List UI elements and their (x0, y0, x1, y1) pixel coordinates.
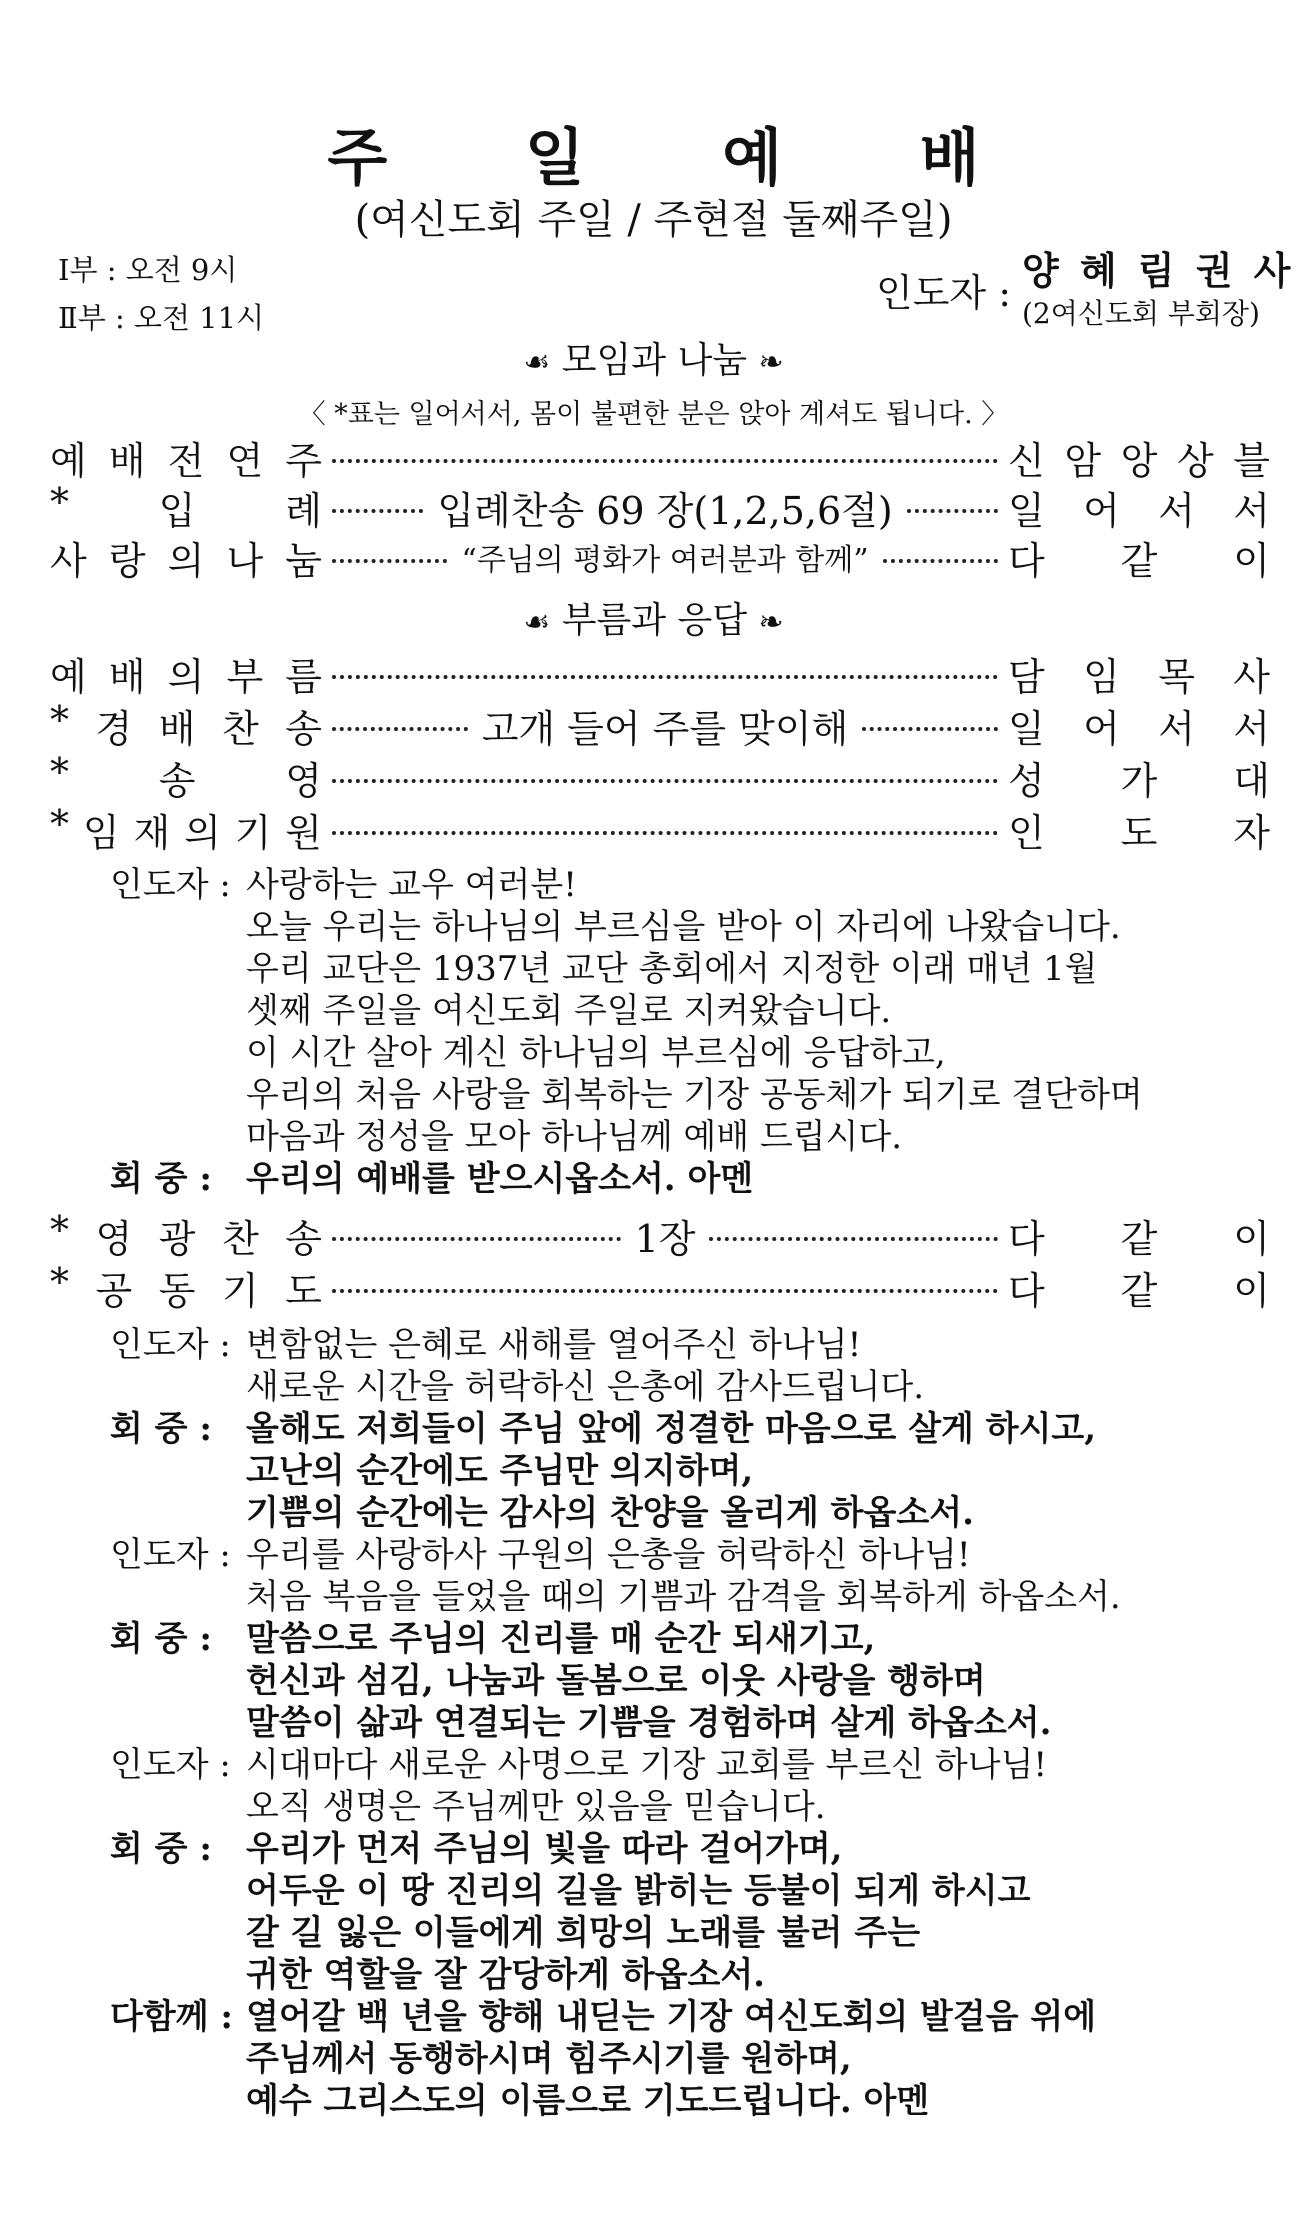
common-prayer-block (110, 1324, 1280, 2122)
row-responsible: 다 같 이 (1008, 538, 1270, 583)
ornament-right-icon: ❧ (758, 345, 784, 380)
text-line: 우리의 처음 사랑을 회복하는 기장 공동체가 되기로 결단하며 (246, 1075, 1143, 1115)
text-line: 변함없는 은혜로 새해를 열어주신 하나님! (246, 1325, 862, 1365)
row-leader-dots (332, 451, 998, 463)
prayer-text (246, 1324, 924, 1408)
row-leader-dots (332, 480, 998, 535)
row-responsible: 다 같 이 (1008, 1268, 1270, 1313)
text-line: 헌신과 섬김, 나눔과 돌봄으로 이웃 사랑을 행하며 (246, 1661, 986, 1701)
standing-notice: 〈 *표는 일어서서, 몸이 불편한 분은 앉아 계셔도 됩니다. 〉 (298, 399, 1009, 430)
section-calling (0, 592, 1307, 643)
speaker-label: 인도자 : (110, 1535, 231, 1575)
text-line: 사랑하는 교우 여러분! (246, 865, 577, 905)
row-responsible: 담 임 목 사 (1008, 654, 1270, 699)
text-line: 오늘 우리는 하나님의 부르심을 받아 이 자리에 나왔습니다. (246, 907, 1121, 947)
row-leader-dots (332, 823, 998, 835)
row-responsible: 성 가 대 (1008, 758, 1270, 803)
row-leader-dots (332, 771, 998, 783)
speaker-label: 인도자 : (110, 1325, 231, 1365)
row-responsible: 신 암 앙 상 블 (1008, 438, 1270, 483)
service-time-1: Ⅰ부 : 오전 9시 (58, 253, 238, 287)
prayer-part (110, 1534, 1280, 1618)
order-row (50, 479, 1270, 533)
order-row (50, 801, 1270, 855)
prayer-part (110, 1744, 1280, 1828)
text-line: 말씀으로 주님의 진리를 매 순간 되새기고, (246, 1619, 876, 1659)
section-title: 부름과 응답 (561, 600, 748, 641)
order-row (50, 648, 1270, 698)
prayer-text (246, 1534, 1121, 1618)
congregation-text: 우리의 예배를 받으시옵소서. 아멘 (246, 1159, 754, 1199)
order-row (50, 1259, 1270, 1313)
prayer-text (246, 1996, 1096, 2122)
text-line: 말씀이 삶과 연결되는 기쁨을 경험하며 살게 하옵소서. (246, 1703, 1052, 1743)
text-line: 어두운 이 땅 진리의 길을 밝히는 등불이 되게 하시고 (246, 1871, 1031, 1911)
text-line: 올해도 저희들이 주님 앞에 정결한 마음으로 살게 하시고, (246, 1409, 1097, 1449)
leader-name: 양 혜 림 권 사 (1022, 248, 1295, 293)
speaker-label: 회 중 : (110, 1829, 212, 1869)
row-responsible: 일 어 서 서 (1008, 706, 1270, 751)
ornament-left-icon: ☙ (523, 605, 551, 640)
prayer-part (110, 1828, 1280, 1996)
leader-role: (2여신도회 부회장) (1022, 297, 1260, 330)
row-leader-dots (332, 1281, 998, 1293)
text-line: 우리를 사랑하사 구원의 은총을 허락하신 하나님! (246, 1535, 971, 1575)
text-line: 처음 복음을 들었을 때의 기쁨과 감격을 회복하게 하옵소서. (246, 1577, 1121, 1617)
prayer-text (246, 1744, 1047, 1828)
text-line: 우리 교단은 1937년 교단 총회에서 지정한 이래 매년 1월 (246, 949, 1098, 989)
row-detail: 1장 (634, 1216, 696, 1261)
page-title: 주 일 예 배 (327, 121, 1038, 194)
text-line: 기쁨의 순간에는 감사의 찬양을 올리게 하옵소서. (246, 1493, 974, 1533)
text-line: 열어갈 백 년을 향해 내딛는 기장 여신도회의 발걸음 위에 (246, 1997, 1097, 2037)
text-line: 셋째 주일을 여신도회 주일로 지켜왔습니다. (246, 991, 892, 1031)
ornament-left-icon: ☙ (523, 345, 551, 380)
prayer-part (110, 1996, 1280, 2122)
row-label: 사 랑 의 나 눔 (50, 538, 322, 583)
speaker-label: 인도자 : (110, 865, 231, 905)
row-label: * 송 영 (50, 749, 322, 803)
order-row (50, 749, 1270, 803)
prayer-part (110, 1408, 1280, 1534)
row-label: * 영 광 찬 송 (50, 1207, 322, 1261)
row-responsible: 일 어 서 서 (1008, 488, 1270, 533)
order-row (50, 697, 1270, 751)
text-line: 새로운 시간을 허락하신 은총에 감사드립니다. (246, 1367, 925, 1407)
text-line: 갈 길 잃은 이들에게 희망의 노래를 불러 주는 (246, 1913, 921, 1953)
prayer-text (246, 1618, 1051, 1744)
text-line: 예수 그리스도의 이름으로 기도드립니다. 아멘 (246, 2081, 930, 2121)
speaker-label: 다함께 : (110, 1997, 233, 2037)
row-detail: 고개 들어 주를 맞이해 (481, 706, 849, 751)
text-line: 귀한 역할을 잘 감당하게 하옵소서. (246, 1955, 765, 1995)
text-line: 마음과 정성을 모아 하나님께 예배 드립시다. (246, 1117, 903, 1157)
text-line: 시대마다 새로운 사명으로 기장 교회를 부르신 하나님! (246, 1745, 1048, 1785)
row-label: * 임 재 의 기 원 (50, 801, 322, 855)
row-detail: “주님의 평화가 여러분과 함께” (461, 543, 869, 578)
row-leader-dots (332, 667, 998, 679)
section-gathering (0, 332, 1307, 383)
prayer-part (110, 1618, 1280, 1744)
row-responsible: 다 같 이 (1008, 1216, 1270, 1261)
speaker-label: 회 중 : (110, 1159, 212, 1199)
text-line: 오직 생명은 주님께만 있음을 믿습니다. (246, 1787, 826, 1827)
prayer-part (110, 1324, 1280, 1408)
ornament-right-icon: ❧ (758, 605, 784, 640)
row-label: * 경 배 찬 송 (50, 697, 322, 751)
order-row (50, 1207, 1270, 1261)
order-row (50, 432, 1270, 482)
text-line: 주님께서 동행하시며 힘주시기를 원하며, (246, 2039, 852, 2079)
speaker-label: 회 중 : (110, 1619, 212, 1659)
speaker-label: 회 중 : (110, 1409, 212, 1449)
leader-label: 인도자 : (876, 271, 1012, 315)
section-title: 모임과 나눔 (561, 340, 748, 381)
row-label: * 입 례 (50, 479, 322, 533)
text-line: 이 시간 살아 계신 하나님의 부르심에 응답하고, (246, 1033, 946, 1073)
row-responsible: 인 도 자 (1008, 810, 1270, 855)
row-label: 예 배 의 부 름 (50, 654, 322, 699)
invocation-block (110, 864, 1280, 1200)
row-detail: 입례찬송 69 장(1,2,5,6절) (437, 488, 893, 533)
leader-text (246, 864, 1143, 1158)
service-time-2: Ⅱ부 : 오전 11시 (58, 301, 265, 335)
speaker-label: 인도자 : (110, 1745, 231, 1785)
order-row (50, 532, 1270, 582)
prayer-text (246, 1408, 1096, 1534)
text-line: 고난의 순간에도 주님만 의지하며, (246, 1451, 754, 1491)
row-label: 예 배 전 연 주 (50, 438, 322, 483)
row-leader-dots (332, 1208, 998, 1263)
row-label: * 공 동 기 도 (50, 1259, 322, 1313)
text-line: 우리가 먼저 주님의 빛을 따라 걸어가며, (246, 1829, 843, 1869)
row-leader-dots (332, 698, 998, 753)
page-subtitle: (여신도회 주일 / 주현절 둘째주일) (354, 197, 953, 243)
row-leader-dots (332, 535, 998, 579)
prayer-text (246, 1828, 1030, 1996)
